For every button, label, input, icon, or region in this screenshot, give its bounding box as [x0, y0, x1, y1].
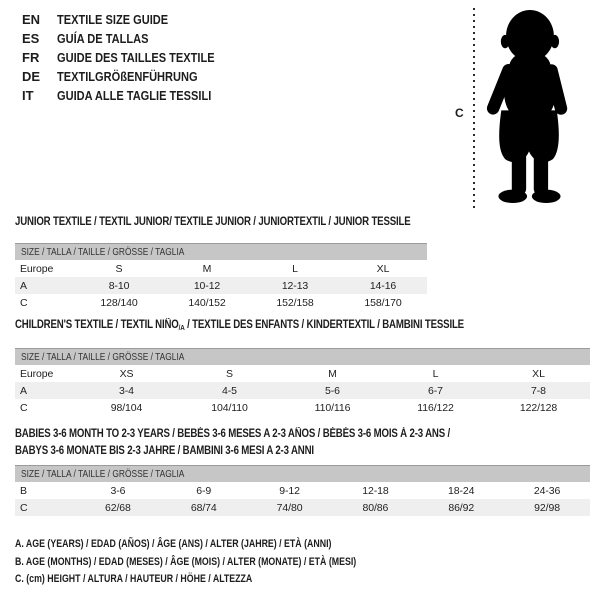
language-row: [22, 48, 242, 67]
language-label: TEXTILGRÖßENFÜHRUNG: [57, 69, 198, 84]
row-label-cell: A: [20, 279, 27, 292]
babies-size-table: [15, 465, 590, 516]
language-code: IT: [22, 88, 34, 103]
table-cell: M: [328, 367, 337, 380]
children-title-post: / TEXTILE DES ENFANTS / KINDERTEXTIL / BAMBINI TESSILE: [184, 319, 464, 331]
table-cell: M: [202, 262, 212, 275]
table-cell: 62/68: [105, 501, 131, 514]
children-size-table: [15, 348, 590, 416]
footnote-a-text: A. AGE (YEARS) / EDAD (AÑOS) / ÂGE (ANS) / ALTER (JAHRE) / ETÀ (ANNI): [15, 538, 332, 550]
table-cell: 12-13: [281, 279, 309, 292]
babies-section-title-line1: BABIES 3-6 MONTH TO 2-3 YEARS / BEBÉS 3-6 MESES A 2-3 AÑOS / BÉBÉS 3-6 MOIS À 2-3 ANS /: [15, 428, 451, 440]
language-code: ES: [22, 31, 40, 46]
table-cell: 104/110: [211, 401, 248, 414]
row-label-cell: C: [20, 296, 28, 309]
size-header-bar: [15, 348, 590, 365]
junior-size-table: [15, 243, 427, 311]
table-cell: 140/152: [188, 296, 226, 309]
height-marker-label: C: [455, 106, 464, 120]
table-cell: 18-24: [448, 484, 475, 497]
table-row: [15, 277, 427, 294]
table-cell: 86/92: [448, 501, 475, 514]
footnote-a: [15, 538, 442, 556]
table-row: [15, 294, 427, 311]
language-label: GUIDE DES TAILLES TEXTILE: [57, 50, 215, 65]
children-title-sub: /A: [178, 323, 185, 332]
table-row: [15, 399, 590, 416]
junior-section-title-text: JUNIOR TEXTILE / TEXTIL JUNIOR/ TEXTILE JUNIOR / JUNIORTEXTIL / JUNIOR TESSILE: [15, 216, 411, 228]
children-section-title-text: [15, 319, 464, 332]
row-label-cell: Europe: [20, 262, 54, 275]
table-cell: 74/80: [276, 501, 303, 514]
table-cell: 110/116: [314, 401, 351, 414]
footnote-b: [15, 556, 442, 574]
size-header-bar: [15, 243, 427, 260]
table-row: [15, 482, 590, 499]
language-row: [22, 29, 242, 48]
footnote-list: [15, 538, 442, 591]
table-cell: 128/140: [100, 296, 138, 309]
babies-section-title-line2: BABYS 3-6 MONATE BIS 2-3 JAHRE / BAMBINI 3-6 MESI A 2-3 ANNI: [15, 445, 314, 457]
language-label: GUÍA DE TALLAS: [57, 31, 149, 46]
row-label-cell: A: [20, 384, 27, 397]
table-cell: S: [226, 367, 233, 380]
table-cell: XS: [119, 367, 134, 380]
table-cell: XL: [532, 367, 545, 380]
table-cell: 24-36: [533, 484, 561, 497]
table-cell: 12-18: [362, 484, 389, 497]
table-row: [15, 499, 590, 516]
table-cell: 122/128: [519, 401, 558, 414]
table-cell: 116/122: [417, 401, 454, 414]
language-code: DE: [22, 69, 41, 84]
size-header-text: SIZE / TALLA / TAILLE / GRÖSSE / TAGLIA: [21, 468, 185, 480]
table-cell: 8-10: [108, 279, 130, 292]
row-label-cell: Europe: [20, 367, 54, 380]
footnote-c-text: C. (cm) HEIGHT / ALTURA / HAUTEUR / HÖHE / ALTEZZA: [15, 573, 253, 585]
table-cell: 7-8: [531, 384, 546, 397]
table-row: [15, 365, 590, 382]
language-row: [22, 67, 242, 86]
language-label: GUIDA ALLE TAGLIE TESSILI: [57, 88, 212, 103]
children-title-pre: CHILDREN'S TEXTILE / TEXTIL NIÑO: [15, 319, 179, 331]
size-header-bar: [15, 465, 590, 482]
table-cell: 5-6: [325, 384, 340, 397]
table-row: [15, 260, 427, 277]
table-cell: 6-9: [196, 484, 212, 497]
language-label: TEXTILE SIZE GUIDE: [57, 12, 169, 27]
table-cell: 68/74: [190, 501, 217, 514]
table-cell: 14-16: [369, 279, 397, 292]
footnote-c: [15, 573, 442, 591]
children-section-title: [15, 319, 549, 332]
table-cell: 9-12: [279, 484, 300, 497]
table-cell: 3-4: [119, 384, 134, 397]
row-label-cell: B: [20, 484, 27, 497]
footnote-b-text: B. AGE (MONTHS) / EDAD (MESES) / ÂGE (MOIS) / ALTER (MONATE) / ETÀ (MESI): [15, 555, 357, 568]
table-cell: 4-5: [222, 384, 237, 397]
language-row: [22, 10, 242, 29]
table-cell: S: [115, 262, 123, 275]
table-cell: 80/86: [362, 501, 389, 514]
size-header-text: SIZE / TALLA / TAILLE / GRÖSSE / TAGLIA: [21, 351, 185, 363]
language-code: EN: [22, 12, 41, 27]
table-cell: L: [432, 367, 439, 380]
table-cell: XL: [376, 262, 390, 275]
junior-section-title: [15, 216, 486, 228]
toddler-silhouette-icon: [486, 6, 572, 208]
babies-section-title: [15, 426, 533, 460]
height-measure-dotted-line: [473, 8, 475, 209]
language-row: [22, 86, 242, 105]
table-cell: 152/158: [276, 296, 314, 309]
table-cell: 98/104: [110, 401, 143, 414]
table-row: [15, 382, 590, 399]
table-cell: 92/98: [534, 501, 560, 514]
row-label-cell: C: [20, 501, 28, 514]
table-cell: L: [292, 262, 298, 275]
row-label-cell: C: [20, 401, 28, 414]
table-cell: 3-6: [110, 484, 126, 497]
table-cell: 10-12: [193, 279, 221, 292]
size-header-text: SIZE / TALLA / TAILLE / GRÖSSE / TAGLIA: [21, 246, 185, 258]
table-cell: 158/170: [364, 296, 402, 309]
language-code: FR: [22, 50, 40, 65]
language-list: [22, 10, 242, 105]
table-cell: 6-7: [428, 384, 443, 397]
